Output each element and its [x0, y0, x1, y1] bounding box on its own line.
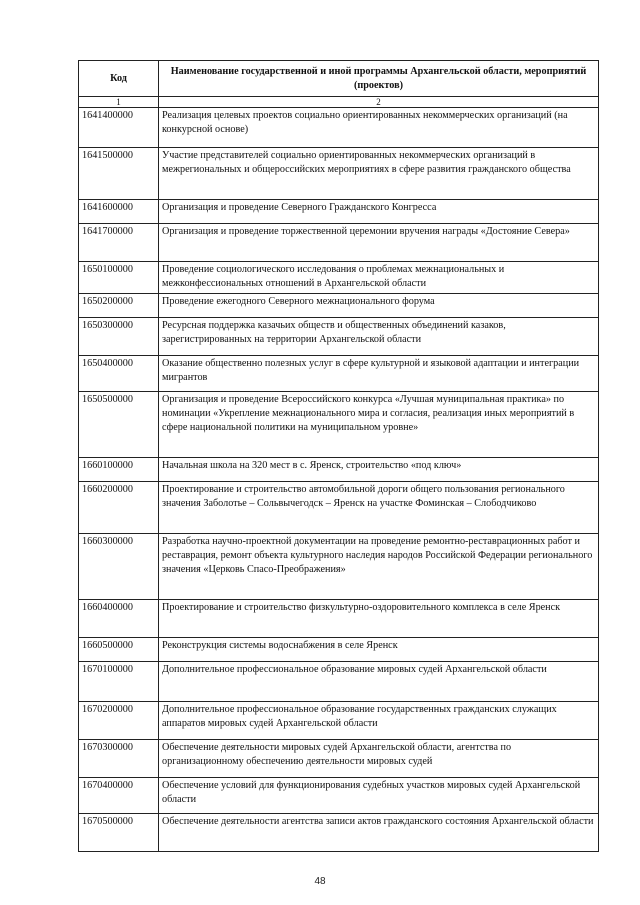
table-row [79, 108, 599, 148]
header-name: Наименование государственной и иной программы Архангельской области, мероприятий (проектов) [159, 61, 599, 97]
column-number-1: 1 [79, 97, 159, 108]
programs-table [78, 60, 599, 852]
table-row [79, 482, 599, 534]
header-code: Код [79, 61, 159, 97]
table-row [79, 356, 599, 392]
row-code: 1670500000 [79, 814, 159, 852]
table-row [79, 702, 599, 740]
table-row [79, 662, 599, 702]
row-name: Ресурсная поддержка казачьих обществ и общественных объединений казаков, зарегистрированных на территории Архангельской области [159, 318, 599, 356]
row-code: 1660100000 [79, 458, 159, 482]
row-code: 1660400000 [79, 600, 159, 638]
table-row [79, 778, 599, 814]
row-code: 1650200000 [79, 294, 159, 318]
row-name: Организация и проведение Северного Гражданского Конгресса [159, 200, 599, 224]
table-row [79, 224, 599, 262]
table-row [79, 262, 599, 294]
row-name: Начальная школа на 320 мест в с. Яренск, строительство «под ключ» [159, 458, 599, 482]
row-name: Проектирование и строительство автомобильной дороги общего пользования регионального значения Заболотье – Сольвычегодск – Яренск на участке Фоминская – Слободчиково [159, 482, 599, 534]
table-row [79, 318, 599, 356]
row-code: 1641600000 [79, 200, 159, 224]
row-code: 1650400000 [79, 356, 159, 392]
row-code: 1650300000 [79, 318, 159, 356]
column-number-2: 2 [159, 97, 599, 108]
row-name: Разработка научно-проектной документации на проведение ремонтно-реставрационных работ и реставрация, ремонт объекта культурного наследия народов Российской Федерации регионального значения «Церковь Спасо-Преображения» [159, 534, 599, 600]
page-number: 48 [314, 876, 326, 887]
row-code: 1641700000 [79, 224, 159, 262]
column-number-row [79, 97, 599, 108]
table-row [79, 148, 599, 200]
row-code: 1650100000 [79, 262, 159, 294]
row-name: Обеспечение деятельности мировых судей Архангельской области, агентства по организационному обеспечению деятельности мировых судей [159, 740, 599, 778]
row-name: Реконструкция системы водоснабжения в селе Яренск [159, 638, 599, 662]
row-code: 1641500000 [79, 148, 159, 200]
row-code: 1660300000 [79, 534, 159, 600]
table-row [79, 814, 599, 852]
row-name: Проведение социологического исследования о проблемах межнациональных и межконфессиональных отношений в Архангельской области [159, 262, 599, 294]
row-name: Оказание общественно полезных услуг в сфере культурной и языковой адаптации и интеграции мигрантов [159, 356, 599, 392]
row-code: 1660500000 [79, 638, 159, 662]
table-row [79, 534, 599, 600]
table-row [79, 600, 599, 638]
row-code: 1670100000 [79, 662, 159, 702]
table-header-row [79, 61, 599, 97]
table-row [79, 392, 599, 458]
row-name: Организация и проведение торжественной церемонии вручения награды «Достояние Севера» [159, 224, 599, 262]
row-name: Проведение ежегодного Северного межнационального форума [159, 294, 599, 318]
row-name: Дополнительное профессиональное образование государственных гражданских служащих аппаратов мировых судей Архангельской области [159, 702, 599, 740]
row-code: 1650500000 [79, 392, 159, 458]
row-name: Обеспечение деятельности агентства записи актов гражданского состояния Архангельской области [159, 814, 599, 852]
table-row [79, 638, 599, 662]
table-row [79, 458, 599, 482]
row-code: 1641400000 [79, 108, 159, 148]
row-name: Обеспечение условий для функционирования судебных участков мировых судей Архангельской области [159, 778, 599, 814]
row-code: 1670200000 [79, 702, 159, 740]
row-code: 1660200000 [79, 482, 159, 534]
row-name: Дополнительное профессиональное образование мировых судей Архангельской области [159, 662, 599, 702]
row-name: Проектирование и строительство физкультурно-оздоровительного комплекса в селе Яренск [159, 600, 599, 638]
table-row [79, 200, 599, 224]
row-name: Реализация целевых проектов социально ориентированных некоммерческих организаций (на конкурсной основе) [159, 108, 599, 148]
table-row [79, 740, 599, 778]
row-code: 1670300000 [79, 740, 159, 778]
table-row [79, 294, 599, 318]
row-name: Участие представителей социально ориентированных некоммерческих организаций в межрегиональных и общероссийских мероприятиях в сфере развития гражданского общества [159, 148, 599, 200]
row-code: 1670400000 [79, 778, 159, 814]
row-name: Организация и проведение Всероссийского конкурса «Лучшая муниципальная практика» по номинации «Укрепление межнационального мира и согласия, реализация иных мероприятий в сфере национальной политики на муниципальном уровне» [159, 392, 599, 458]
